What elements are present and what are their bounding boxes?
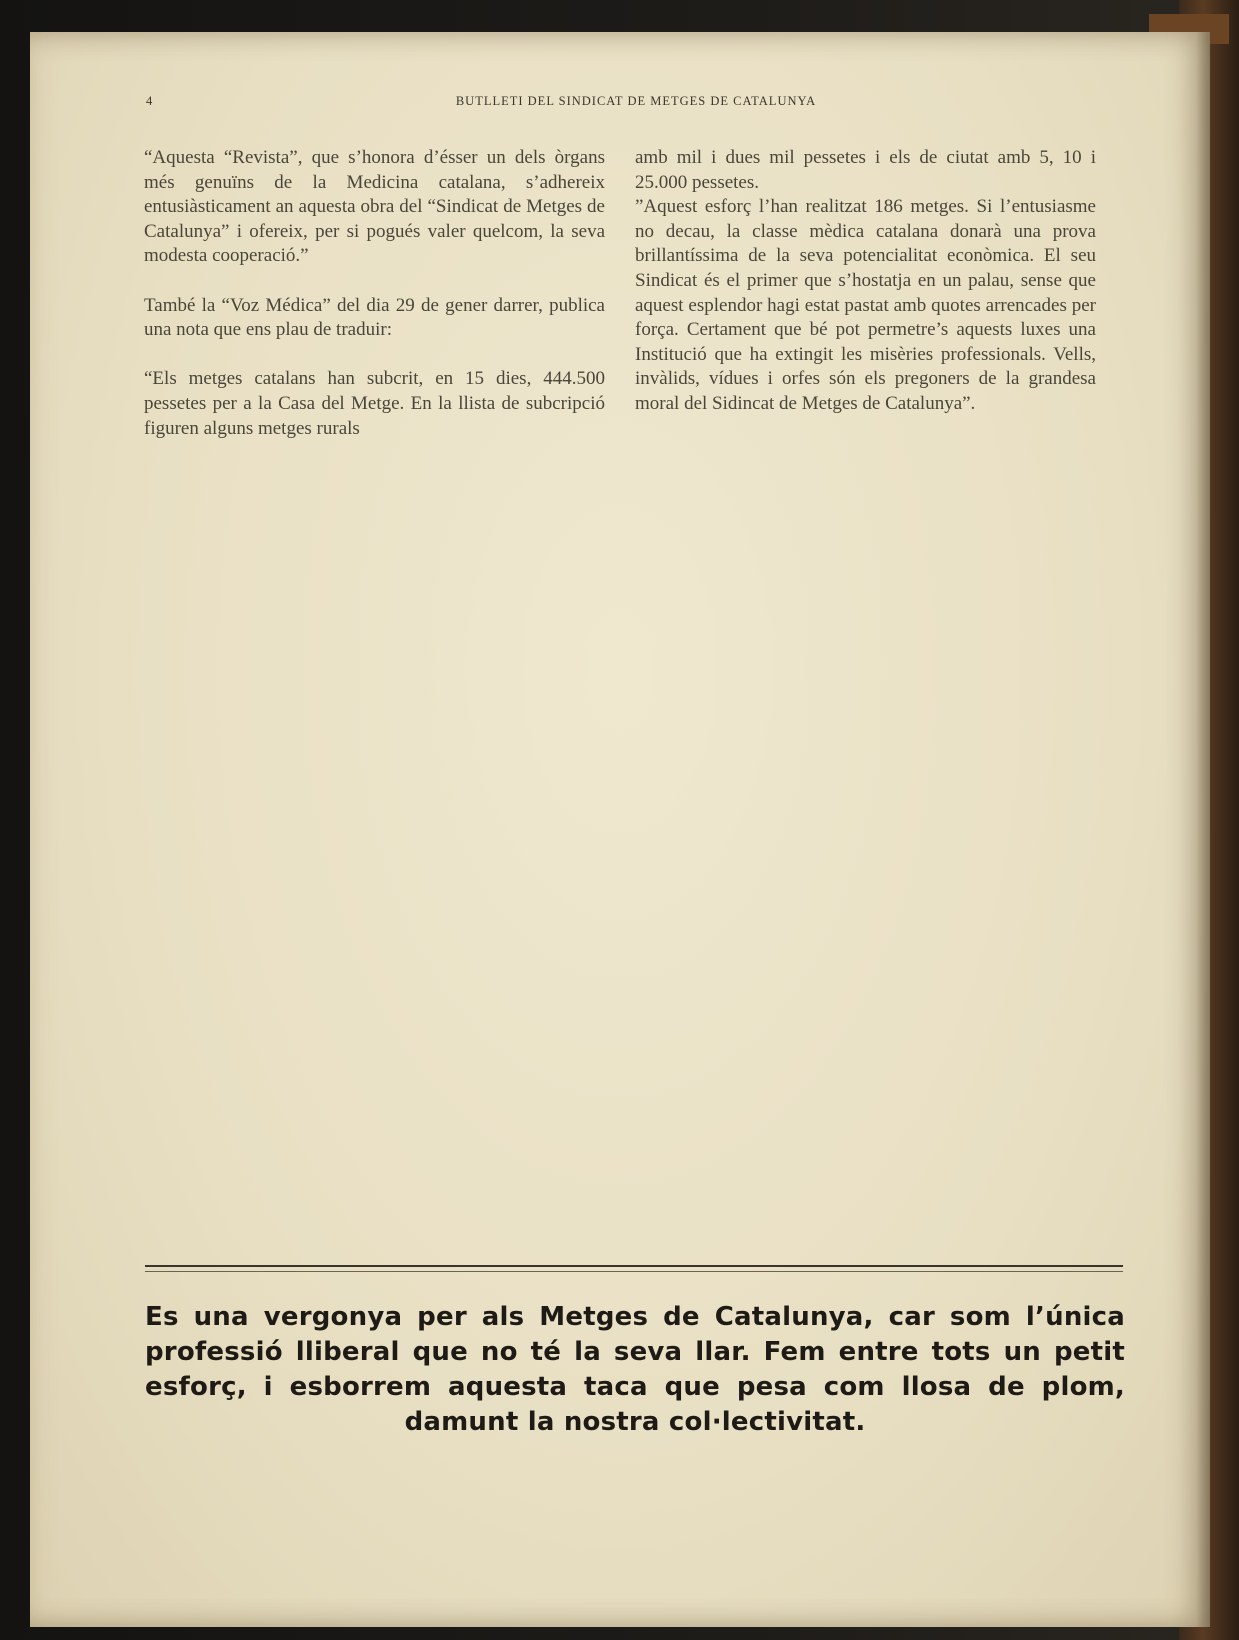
paragraph: També la “Voz Médica” del dia 29 de gener darrer, publica una nota que ens plau de traduir: bbox=[144, 294, 605, 341]
right-column bbox=[635, 146, 1096, 417]
notice-banner: Es una vergonya per als Metges de Catalunya, car som l’única professió lliberal que no té la seva llar. Fem entre tots un petit esforç, i esborrem aquesta taca que pesa com llosa de plom, damunt la nostra col·lectivitat. bbox=[145, 1302, 1125, 1437]
paragraph: “Els metges catalans han subcrit, en 15 dies, 444.500 pessetes per a la Casa del Metge. En la llista de subcripció figuren alguns metges rurals bbox=[144, 368, 605, 439]
publication-title: BUTLLETI DEL SINDICAT DE METGES DE CATALUNYA bbox=[455, 94, 817, 108]
running-header bbox=[146, 94, 1126, 114]
paragraph: “Aquesta “Revista”, que s’honora d’ésser un dels òrgans més genuïns de la Medicina catalana, s’adhereix entusiàsticament an aquesta obra del “Sindicat de Metges de Catalunya” i ofereix, per si pogués valer quelcom, la seva modesta cooperació.” bbox=[144, 147, 605, 267]
page-number: 4 bbox=[146, 94, 154, 108]
paragraph: amb mil i dues mil pessetes i els de ciutat amb 5, 10 i 25.000 pessetes. bbox=[635, 147, 1096, 193]
paragraph: ”Aquest esforç l’han realitzat 186 metges. Si l’entusiasme no decau, la classe mèdica catalana donarà una prova brillantíssima de la seva potencialitat econòmica. El seu Sindicat és el primer que s’hostatja en un palau, sense que aquest esplendor hagi estat pastat amb quotes arrencades per força. Certament que bé pot permetre’s aquests luxes una Institució que ha extingit les misèries professionals. Vells, invàlids, vídues i orfes són els pregoners de la grandesa moral del Sidincat de Metges de Catalunya”. bbox=[635, 196, 1096, 414]
double-rule-divider bbox=[145, 1265, 1123, 1272]
page-gutter-shadow bbox=[1196, 32, 1210, 1627]
left-column bbox=[144, 146, 605, 441]
